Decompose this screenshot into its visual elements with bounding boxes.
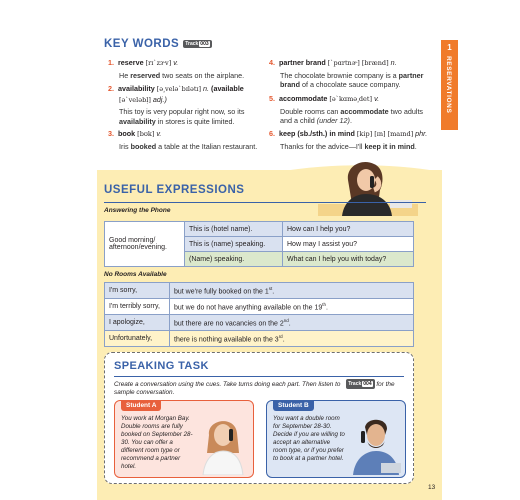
key-word-item: 6. keep (sb./sth.) in mind [kip] [ɪn] [maɪnd] phr. Thanks for the advice—I'll keep it in mind.	[269, 129, 428, 151]
table-cell: This is (hotel name).	[185, 222, 283, 237]
table-cell: but we do not have anything available on the 19th.	[170, 299, 414, 315]
table-cell: Unfortunately,	[105, 331, 170, 347]
key-word-item: 5. accommodate [əˋkɑmə͵det] v. Double rooms can accommodate two adults and a child (under 12).	[269, 94, 424, 125]
answering-phone-label: Answering the Phone	[104, 207, 171, 214]
track-badge[interactable]: Track 004	[346, 379, 374, 389]
speaking-task-instructions: Create a conversation using the cues. Take turns doing each part. Then listen to Track 004 for the sample conversation.	[114, 380, 395, 397]
chapter-side-tab: 1 RESERVATIONS	[441, 40, 458, 130]
student-b-cue: You want a double room for September 28-30. Decide if you are willing to accept an alternative room type, or if you prefer to book at a partner hotel.	[273, 415, 345, 462]
table-cell: I'm sorry,	[105, 283, 170, 299]
table-cell: but we're fully booked on the 1st.	[170, 283, 414, 299]
table-row	[105, 331, 414, 347]
table-row	[105, 299, 414, 315]
key-words-title: KEY WORDS Track 003	[104, 38, 212, 50]
table-cell: I'm terribly sorry,	[105, 299, 170, 315]
woman-on-phone-photo	[318, 160, 418, 216]
student-b-card	[266, 400, 406, 478]
section-rule	[104, 202, 426, 203]
table-cell: This is (name) speaking.	[185, 237, 283, 252]
key-word-item: 3. book [bʊk] v. Iris booked a table at the Italian restaurant.	[108, 129, 258, 151]
table-row	[105, 222, 414, 237]
table-cell: there is nothing available on the 3rd.	[170, 331, 414, 347]
track-badge[interactable]: Track 003	[183, 40, 211, 48]
key-word-item: 2. availability [ə͵veləˋbɪlətɪ] n. (available [əˋveləbḷ] adj.) This toy is very popular right now, so its availability in stores is quite limited.	[108, 84, 245, 126]
key-word-item: 4. partner brand [ˋpɑrtnɚ] [brænd] n. The chocolate brownie company is a partner brand of a chocolate sauce company.	[269, 58, 424, 89]
table-row	[105, 283, 414, 299]
table-row	[105, 315, 414, 331]
answering-phone-table	[104, 221, 414, 267]
student-b-tag: Student B	[273, 400, 314, 411]
student-a-card	[114, 400, 254, 478]
page-number: 13	[428, 484, 436, 491]
greeting-cell: Good morning/ afternoon/evening.	[105, 222, 185, 267]
table-cell: How may I assist you?	[283, 237, 414, 252]
student-a-cue: You work at Morgan Bay. Double rooms are fully booked on September 28-30. You can offer a different room type or recommend a partner hotel.	[121, 415, 193, 470]
table-cell: I apologize,	[105, 315, 170, 331]
section-rule	[114, 376, 404, 377]
student-a-tag: Student A	[121, 400, 161, 411]
table-cell: but there are no vacancies on the 2nd.	[170, 315, 414, 331]
receptionist-photo	[195, 413, 251, 475]
no-rooms-table	[104, 282, 414, 347]
key-word-item: 1. reserve [rɪˋzɝv] v. He reserved two seats on the airplane.	[108, 58, 245, 80]
useful-expressions-title: USEFUL EXPRESSIONS	[104, 184, 245, 196]
no-rooms-label: No Rooms Available	[104, 271, 167, 278]
table-cell: How can I help you?	[283, 222, 414, 237]
man-on-phone-photo	[347, 413, 403, 475]
table-cell: (Name) speaking.	[185, 252, 283, 267]
speaking-task-title: SPEAKING TASK	[114, 360, 209, 372]
table-cell: What can I help you with today?	[283, 252, 414, 267]
